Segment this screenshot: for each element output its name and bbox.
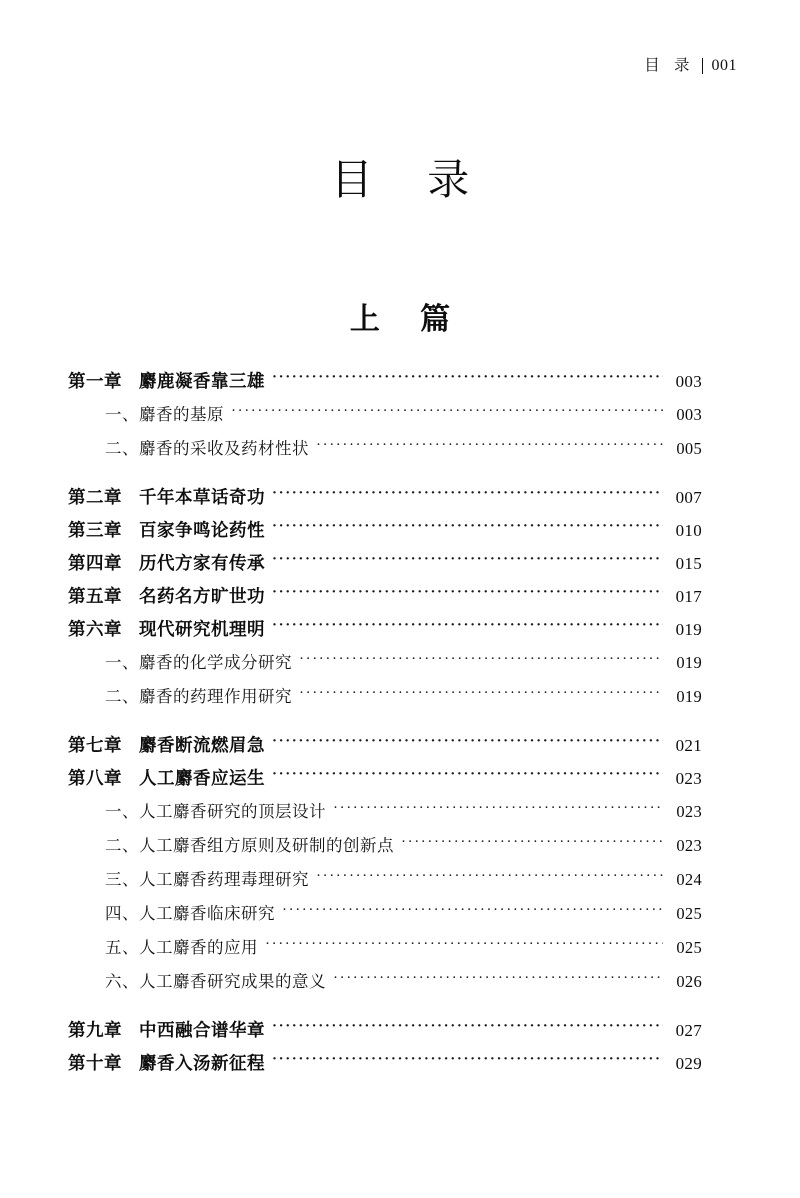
toc-entry-title: 历代方家有传承 [139,553,265,573]
toc-dot-leader [272,585,663,603]
toc-dot-leader [272,370,663,388]
toc-chapter-entry[interactable] [68,1050,702,1083]
toc-dot-leader [272,767,663,785]
toc-entry-page-number: 015 [675,554,702,573]
toc-entry-title: 麝鹿凝香靠三雄 [139,371,265,391]
toc-entry-page-number: 007 [675,488,702,507]
toc-dot-leader [272,618,663,636]
toc-entry-label: 第七章 [68,735,122,755]
toc-list [68,368,702,1083]
toc-entry-title: 一、麝香的基原 [105,405,224,424]
page-title: 目 录 [330,158,492,204]
toc-entry-title: 现代研究机理明 [139,619,265,639]
toc-entry-page-number: 017 [675,587,702,606]
toc-chapter-entry[interactable] [68,517,702,550]
volume-heading: 上 篇 [349,303,467,336]
toc-chapter-entry[interactable] [68,550,702,583]
toc-entry-title: 二、人工麝香组方原则及研制的创新点 [105,836,394,855]
toc-dot-leader [272,1052,663,1070]
toc-dot-leader [272,734,663,752]
toc-entry-page-number: 027 [675,1021,702,1040]
toc-section-entry[interactable] [68,683,702,717]
toc-section-entry[interactable] [68,934,702,968]
toc-entry-title: 一、人工麝香研究的顶层设计 [105,802,326,821]
toc-dot-leader [333,801,663,818]
toc-entry-title: 二、麝香的药理作用研究 [105,687,292,706]
toc-dot-leader [272,1019,663,1037]
toc-section-entry[interactable] [68,866,702,900]
toc-entry-title: 千年本草话奇功 [139,487,265,507]
toc-entry-page-number: 019 [676,687,702,706]
toc-dot-leader [265,937,663,954]
toc-section-entry[interactable] [68,832,702,866]
toc-entry-page-number: 024 [676,870,702,889]
toc-entry-label: 第九章 [68,1020,122,1040]
toc-entry-page-number: 025 [676,904,702,923]
toc-chapter-entry[interactable] [68,583,702,616]
running-header-label: 目 录 [644,57,695,75]
running-header [644,58,737,74]
toc-dot-leader [299,686,663,703]
toc-dot-leader [272,486,663,504]
toc-entry-label: 第八章 [68,768,122,788]
toc-entry-page-number: 003 [676,405,702,424]
toc-entry-title: 四、人工麝香临床研究 [105,904,275,923]
toc-entry-page-number: 029 [675,1054,702,1073]
toc-chapter-entry[interactable] [68,732,702,765]
toc-entry-page-number: 005 [676,439,702,458]
toc-section-entry[interactable] [68,435,702,469]
toc-entry-page-number: 010 [675,521,702,540]
toc-entry-page-number: 021 [675,736,702,755]
toc-dot-leader [316,438,663,455]
toc-entry-label: 第二章 [68,487,122,507]
toc-section-entry[interactable] [68,401,702,435]
toc-entry-title: 中西融合谱华章 [139,1020,265,1040]
toc-entry-title: 麝香入汤新征程 [139,1053,265,1073]
toc-entry-label: 第五章 [68,586,122,606]
toc-entry-label: 第十章 [68,1053,122,1073]
toc-entry-page-number: 003 [675,372,702,391]
toc-entry-title: 五、人工麝香的应用 [105,938,258,957]
toc-entry-page-number: 023 [676,836,702,855]
toc-entry-page-number: 019 [675,620,702,639]
toc-dot-leader [299,652,663,669]
running-header-folio: 001 [711,57,737,74]
toc-dot-leader [333,971,663,988]
toc-section-entry[interactable] [68,649,702,683]
toc-dot-leader [316,869,663,886]
toc-entry-label: 第三章 [68,520,122,540]
toc-entry-title: 人工麝香应运生 [139,768,265,788]
toc-entry-title: 三、人工麝香药理毒理研究 [105,870,309,889]
toc-chapter-entry[interactable] [68,765,702,798]
toc-entry-title: 二、麝香的采收及药材性状 [105,439,309,458]
toc-dot-leader [272,552,663,570]
toc-entry-title: 麝香断流燃眉急 [139,735,265,755]
toc-section-entry[interactable] [68,798,702,832]
toc-entry-title: 一、麝香的化学成分研究 [105,653,292,672]
toc-entry-page-number: 025 [676,938,702,957]
toc-entry-page-number: 023 [676,802,702,821]
toc-chapter-entry[interactable] [68,616,702,649]
toc-chapter-entry[interactable] [68,484,702,517]
toc-entry-page-number: 023 [675,769,702,788]
toc-entry-title: 百家争鸣论药性 [139,520,265,540]
toc-section-entry[interactable] [68,968,702,1002]
toc-entry-title: 六、人工麝香研究成果的意义 [105,972,326,991]
toc-dot-leader [272,519,663,537]
toc-entry-page-number: 026 [676,972,702,991]
toc-dot-leader [282,903,663,920]
toc-chapter-entry[interactable] [68,368,702,401]
running-header-separator [702,58,703,74]
toc-chapter-entry[interactable] [68,1017,702,1050]
toc-entry-label: 第四章 [68,553,122,573]
toc-section-entry[interactable] [68,900,702,934]
toc-entry-title: 名药名方旷世功 [139,586,265,606]
toc-dot-leader [401,835,663,852]
toc-entry-page-number: 019 [676,653,702,672]
toc-dot-leader [231,404,663,421]
toc-entry-label: 第六章 [68,619,122,639]
toc-entry-label: 第一章 [68,371,122,391]
